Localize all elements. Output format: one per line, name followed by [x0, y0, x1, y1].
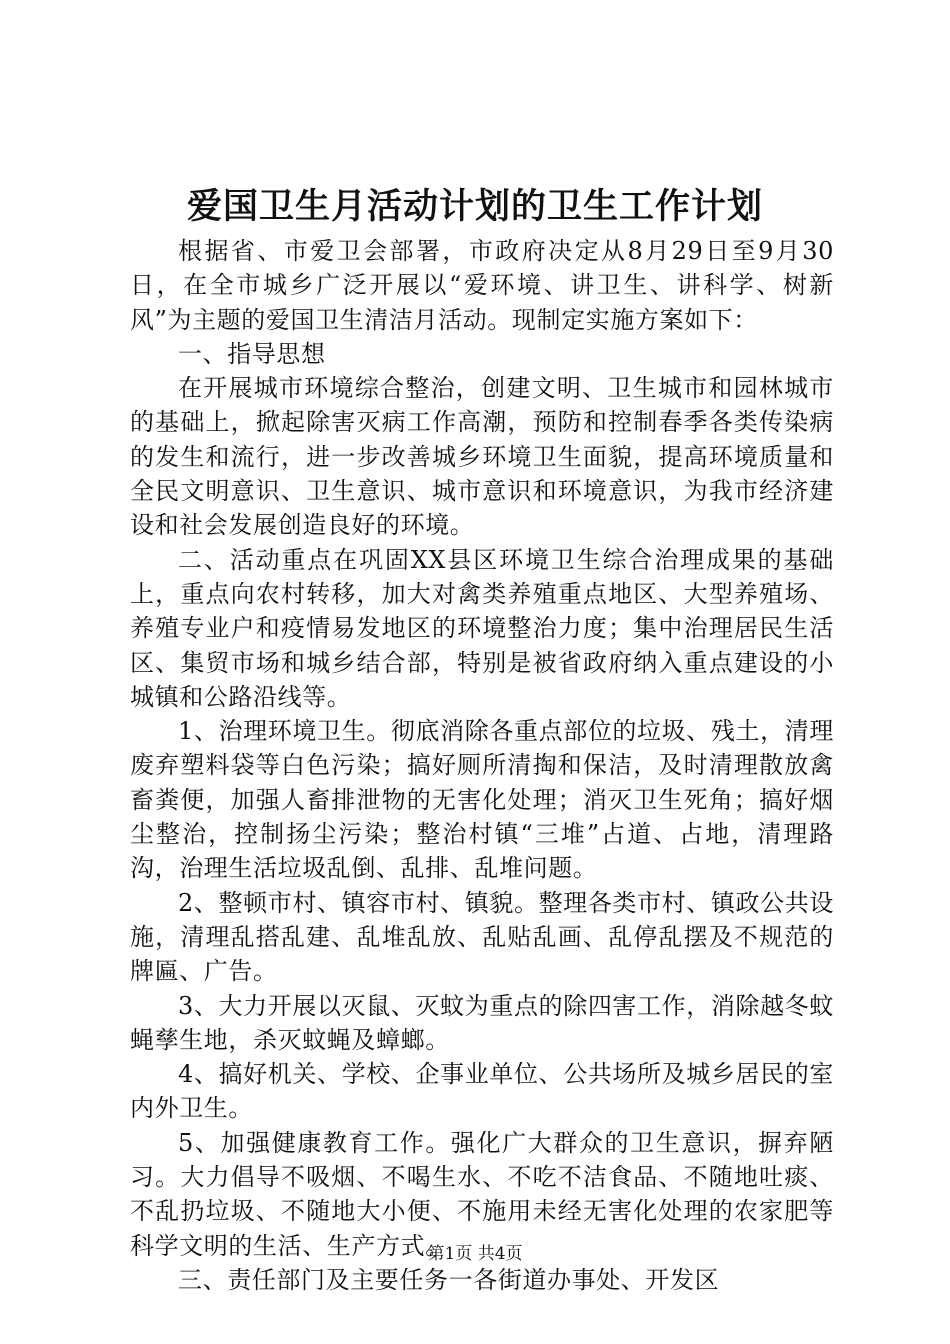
paragraph-guiding-ideology: 在开展城市环境综合整治，创建文明、卫生城市和园林城市的基础上，掀起除害灭病工作高潮，预防和控制春季各类传染病的发生和流行，进一步改善城乡环境卫生面貌，提高环境质量和全民文明意识、卫生意识、城市意识和环境意识，为我市经济建设和社会发展创造良好的环境。	[130, 374, 834, 540]
paragraph-item-4: 4、搞好机关、学校、企事业单位、公共场所及城乡居民的室内外卫生。	[130, 1060, 834, 1123]
paragraph-item-5: 5、加强健康教育工作。强化广大群众的卫生意识，摒弃陋习。大力倡导不吸烟、不喝生水、不吃不洁食品、不随地吐痰、不乱扔垃圾、不随地大小便、不施用未经无害化处理的农家肥等科学文明的生活、生产方式。	[130, 1128, 834, 1260]
paragraph-item-1: 1、治理环境卫生。彻底消除各重点部位的垃圾、残土，清理废弃塑料袋等白色污染；搞好厕所清掏和保洁，及时清理散放禽畜粪便，加强人畜排泄物的无害化处理；消灭卫生死角；搞好烟尘整治，控制扬尘污染；整治村镇“三堆”占道、占地，清理路沟，治理生活垃圾乱倒、乱排、乱堆问题。	[130, 717, 834, 883]
section-heading-guiding-ideology: 一、指导思想	[178, 339, 326, 368]
paragraph-intro: 根据省、市爱卫会部署，市政府决定从8月29日至9月30日，在全市城乡广泛开展以“爱环境、讲卫生、讲科学、树新风”为主题的爱国卫生清洁月活动。现制定实施方案如下：	[130, 237, 834, 334]
paragraph-activity-focus: 二、活动重点在巩固XX县区环境卫生综合治理成果的基础上，重点向农村转移，加大对禽类养殖重点地区、大型养殖场、养殖专业户和疫情易发地区的环境整治力度；集中治理居民生活区、集贸市场和城乡结合部，特别是被省政府纳入重点建设的小城镇和公路沿线等。	[130, 545, 834, 711]
paragraph-item-3: 3、大力开展以灭鼠、灭蚊为重点的除四害工作，消除越冬蚊蝇孳生地，杀灭蚊蝇及蟑螂。	[130, 991, 834, 1054]
page-footer: 第1页 共4页	[427, 1244, 523, 1264]
document-title: 爱国卫生月活动计划的卫生工作计划	[186, 186, 763, 227]
paragraph-item-2: 2、整顿市村、镇容市村、镇貌。整理各类市村、镇政公共设施，清理乱搭乱建、乱堆乱放、乱贴乱画、乱停乱摆及不规范的牌匾、广告。	[130, 888, 834, 986]
document-body	[130, 234, 834, 1297]
section-heading-responsibilities: 三、责任部门及主要任务一各街道办事处、开发区	[178, 1265, 720, 1294]
